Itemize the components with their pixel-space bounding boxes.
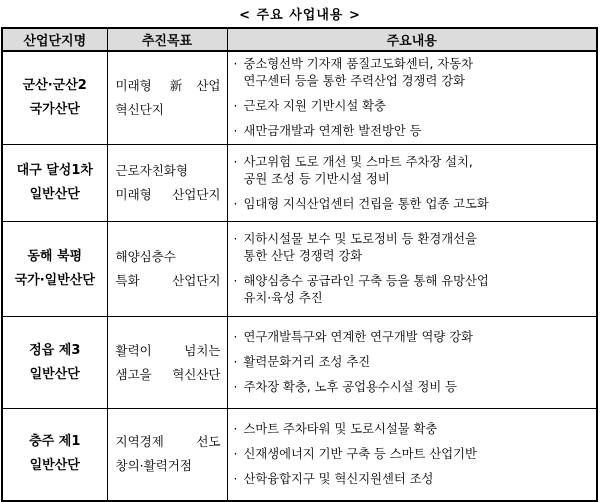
complex-name-line: 동해 북평 xyxy=(27,249,83,264)
page-title: < 주요 사업내용 > xyxy=(239,8,361,23)
list-item: · 해양심층수 공급라인 구축 등을 통해 유망산업 유치·육성 추진 xyxy=(233,274,489,305)
goal-cell xyxy=(107,145,227,222)
goal-line: 미래형 新산업 xyxy=(115,78,221,93)
goal-line: 미래형 산업단지 xyxy=(115,187,221,202)
complex-name-cell xyxy=(2,317,107,409)
list-item: · 신재생에너지 기반 구축 등 스마트 산업기반 xyxy=(233,446,477,461)
complex-name-cell xyxy=(2,145,107,222)
header-goal: 추진목표 xyxy=(107,28,227,51)
content-cell xyxy=(227,317,597,409)
goal-cell xyxy=(107,409,227,501)
goal-cell xyxy=(107,51,227,145)
table-row xyxy=(2,409,597,501)
complex-name-cell xyxy=(2,409,107,501)
list-item: · 중소형선박 기자재 품질고도화센터, 자동차 연구센터 등을 통한 주력산업 경쟁력 강화 xyxy=(233,57,473,88)
list-item: · 사고위험 도로 개선 및 스마트 주차장 설치, 공원 조성 등 기반시설 정비 xyxy=(233,154,473,186)
goal-line: 해양심층수 xyxy=(115,249,176,264)
complex-name-line: 대구 달성1차 xyxy=(16,163,93,178)
goal-line: 샘고을 혁신산단 xyxy=(115,366,221,382)
list-item: · 연구개발특구와 연계한 연구개발 역량 강화 xyxy=(233,330,473,344)
table-row xyxy=(2,145,597,222)
content-cell xyxy=(227,51,597,145)
list-item: · 활력문화거리 조성 추진 xyxy=(233,355,371,369)
content-cell xyxy=(227,409,597,501)
list-item: · 근로자 지원 기반시설 확충 xyxy=(233,99,386,113)
goal-line: 활력이 넘치는 xyxy=(115,342,221,358)
content-cell xyxy=(227,222,597,317)
business-table xyxy=(1,27,598,502)
complex-name-cell xyxy=(2,51,107,145)
table-row xyxy=(2,51,597,145)
goal-cell xyxy=(107,317,227,409)
goal-line: 근로자친화형 xyxy=(115,163,188,178)
table-row xyxy=(2,222,597,317)
complex-name-line: 정읍 제3 xyxy=(29,342,81,358)
table-row xyxy=(2,317,597,409)
list-item: · 임대형 지식산업센터 건립을 통한 업종 고도화 xyxy=(233,196,489,211)
list-item: · 주차장 확충, 노후 공업용수시설 정비 등 xyxy=(233,380,458,394)
complex-name-cell xyxy=(2,222,107,317)
goal-line: 특화 산업단지 xyxy=(115,273,221,288)
list-item: · 산학융합지구 및 혁신지원센터 조성 xyxy=(233,471,434,486)
content-cell xyxy=(227,145,597,222)
complex-name-line: 일반산단 xyxy=(29,366,80,382)
list-item: · 스마트 주차타워 및 도로시설물 확충 xyxy=(233,421,438,436)
goal-line: 지역경제 선도 xyxy=(115,434,221,450)
complex-name-line: 국가산단 xyxy=(29,102,80,117)
goal-line: 혁신단지 xyxy=(115,102,164,117)
goal-line: 창의·활력거점 xyxy=(115,458,192,474)
header-main-content: 주요내용 xyxy=(227,28,597,51)
complex-name-line: 국가·일반산단 xyxy=(14,273,95,288)
complex-name-line: 일반산단 xyxy=(29,187,80,202)
list-item: · 지하시설물 보수 및 도로정비 등 환경개선을 통한 산단 경쟁력 강화 xyxy=(233,232,477,263)
complex-name-line: 충주 제1 xyxy=(29,434,81,450)
complex-name-line: 일반산단 xyxy=(29,458,80,474)
goal-cell xyxy=(107,222,227,317)
list-item: · 새만금개발과 연계한 발전방안 등 xyxy=(233,124,422,138)
table-header-row xyxy=(2,28,597,51)
complex-name-line: 군산·군산2 xyxy=(22,78,87,93)
header-complex-name: 산업단지명 xyxy=(2,28,107,51)
